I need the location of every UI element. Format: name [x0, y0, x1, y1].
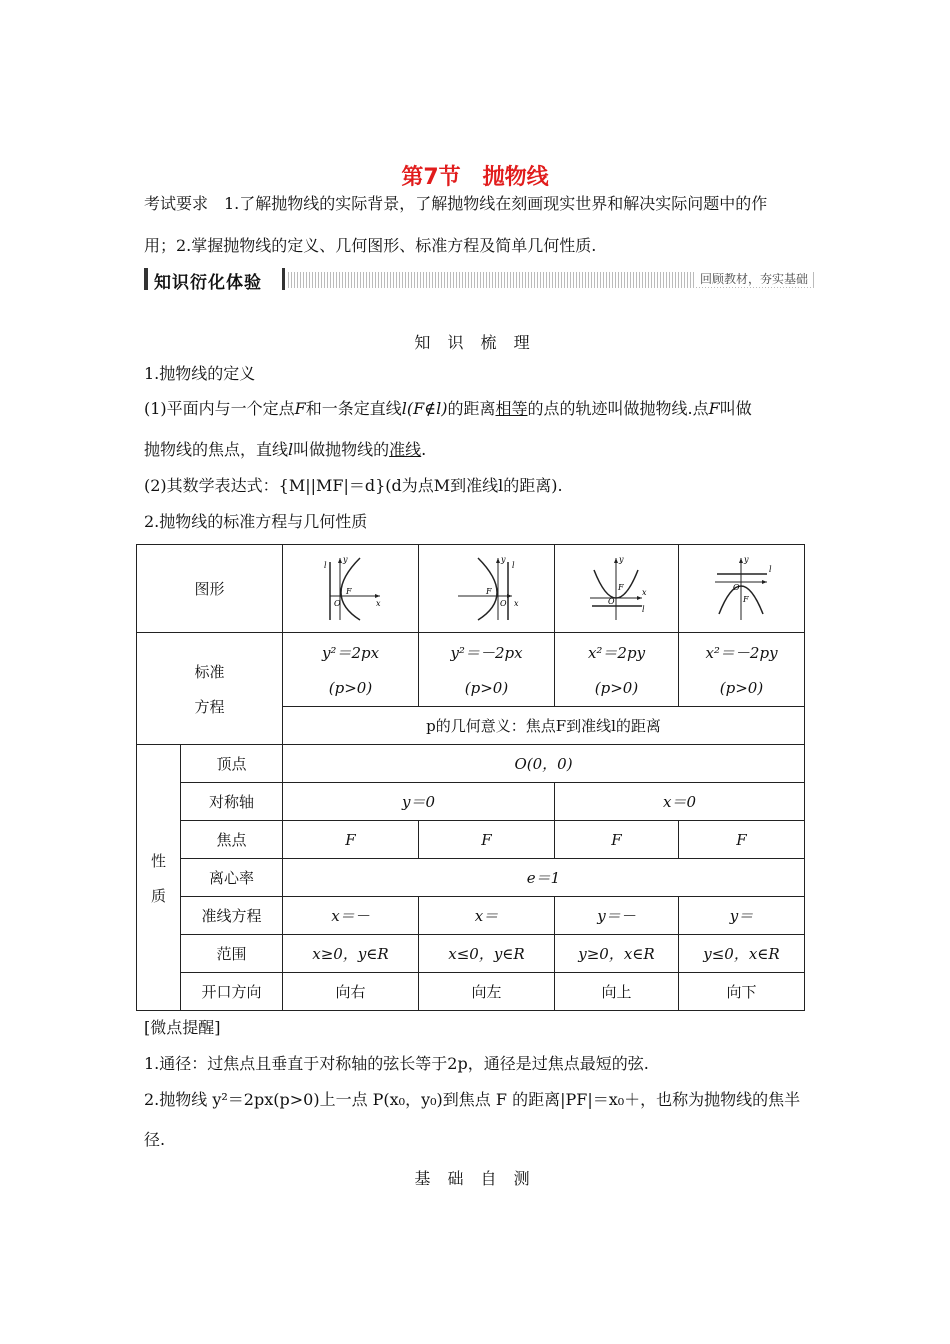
section-banner — [144, 268, 814, 293]
label-axis: 对称轴 — [181, 783, 283, 821]
opening-value: 向左 — [419, 973, 555, 1011]
range-value: y≥0，x∈R — [555, 935, 679, 973]
table-heading: 2.抛物线的标准方程与几何性质 — [144, 512, 368, 531]
label-y: y — [342, 554, 348, 564]
equation: x²＝2py — [587, 644, 646, 662]
label-F: F — [742, 594, 749, 604]
label-opening: 开口方向 — [181, 973, 283, 1011]
condition: (F∉l) — [406, 399, 448, 418]
directrix-value: y＝－ — [555, 897, 679, 935]
figure-open-right — [283, 545, 419, 633]
condition: (p>0) — [719, 679, 764, 697]
vertex-value: O(0，0) — [283, 745, 805, 783]
label-eccentricity: 离心率 — [181, 859, 283, 897]
directrix-value: x＝－ — [283, 897, 419, 935]
figure-open-left — [419, 545, 555, 633]
opening-value: 向下 — [679, 973, 805, 1011]
label-vertex: 顶点 — [181, 745, 283, 783]
label-l: l — [511, 560, 515, 570]
label-O: O — [607, 596, 615, 606]
directrix-value: x＝ — [419, 897, 555, 935]
opening-value: 向右 — [283, 973, 419, 1011]
label-line2: 质 — [150, 886, 166, 905]
text: 叫做抛物线的 — [293, 440, 390, 459]
label-x: x — [513, 598, 519, 608]
exam-requirements-line2: 用；2.掌握抛物线的定义、几何图形、标准方程及简单几何性质. — [144, 236, 597, 255]
label-l: l — [323, 560, 327, 570]
focus-value: F — [555, 821, 679, 859]
var-F: F — [294, 399, 306, 418]
equation-cell — [283, 633, 419, 707]
equation: y²＝－2px — [450, 644, 523, 662]
label-O: O — [499, 598, 507, 608]
definition-heading: 1.抛物线的定义 — [144, 364, 256, 383]
label-F: F — [617, 582, 624, 592]
banner-divider — [282, 268, 285, 290]
page-title: 第7节 抛物线 — [401, 165, 549, 190]
tip-2-cont: 径. — [144, 1130, 166, 1149]
section-knowledge-heading: 知 识 梳 理 — [414, 333, 536, 352]
condition: (p>0) — [594, 679, 639, 697]
label-line2: 方程 — [194, 697, 225, 716]
text: 和一条定直线 — [305, 399, 402, 418]
label-l: l — [768, 564, 772, 574]
figure-open-up — [555, 545, 679, 633]
tip-1: 1.通径：过焦点且垂直于对称轴的弦长等于2p，通径是过焦点最短的弦. — [144, 1054, 649, 1073]
exam-requirements-line1: 考试要求 1.了解抛物线的实际背景，了解抛物线在刻画现实世界和解决实际问题中的作 — [144, 194, 768, 213]
label-y: y — [500, 554, 506, 564]
label-F: F — [485, 586, 492, 596]
definition-para2: (2)其数学表达式：{M||MF|＝d}(d为点M到准线l的距离). — [144, 476, 563, 495]
banner-bar-icon — [144, 268, 148, 290]
label-range: 范围 — [181, 935, 283, 973]
banner-subtitle: 回顾教材，夯实基础 — [696, 270, 812, 287]
label-y: y — [743, 554, 749, 564]
axis-value: x＝0 — [555, 783, 805, 821]
label-O: O — [333, 598, 341, 608]
text: 抛物线的焦点，直线 — [144, 440, 289, 459]
label-focus: 焦点 — [181, 821, 283, 859]
condition: (p>0) — [464, 679, 509, 697]
text: . — [421, 440, 427, 459]
text: 的点的轨迹叫做抛物线.点 — [527, 399, 709, 418]
label-directrix: 准线方程 — [181, 897, 283, 935]
label-line1: 标准 — [194, 662, 225, 681]
section-self-test-heading: 基 础 自 测 — [414, 1169, 536, 1188]
equation-cell — [679, 633, 805, 707]
eccentricity-value: e＝1 — [283, 859, 805, 897]
range-value: x≤0，y∈R — [419, 935, 555, 973]
text: 的距离 — [447, 399, 496, 418]
label-O: O — [732, 582, 740, 592]
p-meaning: p的几何意义：焦点F到准线l的距离 — [283, 707, 805, 745]
opening-value: 向上 — [555, 973, 679, 1011]
parabola-properties-table — [136, 544, 805, 1011]
label-F: F — [345, 586, 352, 596]
equation-cell — [555, 633, 679, 707]
label-line1: 性 — [150, 851, 166, 870]
tips-heading: [微点提醒] — [144, 1018, 221, 1037]
blank-answer: 相等 — [495, 399, 528, 418]
axis-value: y＝0 — [283, 783, 555, 821]
definition-para1-line2 — [144, 440, 426, 460]
row-label-properties — [137, 745, 181, 1011]
range-value: x≥0，y∈R — [283, 935, 419, 973]
focus-value: F — [679, 821, 805, 859]
blank-answer: 准线 — [389, 440, 422, 459]
row-label-standard-equation — [137, 633, 283, 745]
tip-2: 2.抛物线 y²＝2px(p>0)上一点 P(x₀，y₀)到焦点 F 的距离|PF|＝x₀＋，也称为抛物线的焦半 — [144, 1090, 801, 1109]
definition-para1-line1 — [144, 399, 752, 419]
equation: y²＝2px — [321, 644, 380, 662]
directrix-value: y＝ — [679, 897, 805, 935]
var-l: l — [288, 440, 294, 459]
condition: (p>0) — [328, 679, 373, 697]
banner-title: 知识衍化体验 — [154, 273, 262, 293]
text: (1)平面内与一个定点 — [144, 399, 295, 418]
row-label-figure: 图形 — [137, 545, 283, 633]
label-l: l — [641, 604, 645, 614]
var-F: F — [708, 399, 720, 418]
equation-cell — [419, 633, 555, 707]
text: 叫做 — [719, 399, 752, 418]
focus-value: F — [419, 821, 555, 859]
var-l: l — [401, 399, 407, 418]
equation: x²＝－2py — [705, 644, 778, 662]
label-x: x — [641, 587, 647, 597]
focus-value: F — [283, 821, 419, 859]
label-y: y — [618, 554, 624, 564]
label-x: x — [375, 598, 381, 608]
figure-open-down — [679, 545, 805, 633]
range-value: y≤0，x∈R — [679, 935, 805, 973]
